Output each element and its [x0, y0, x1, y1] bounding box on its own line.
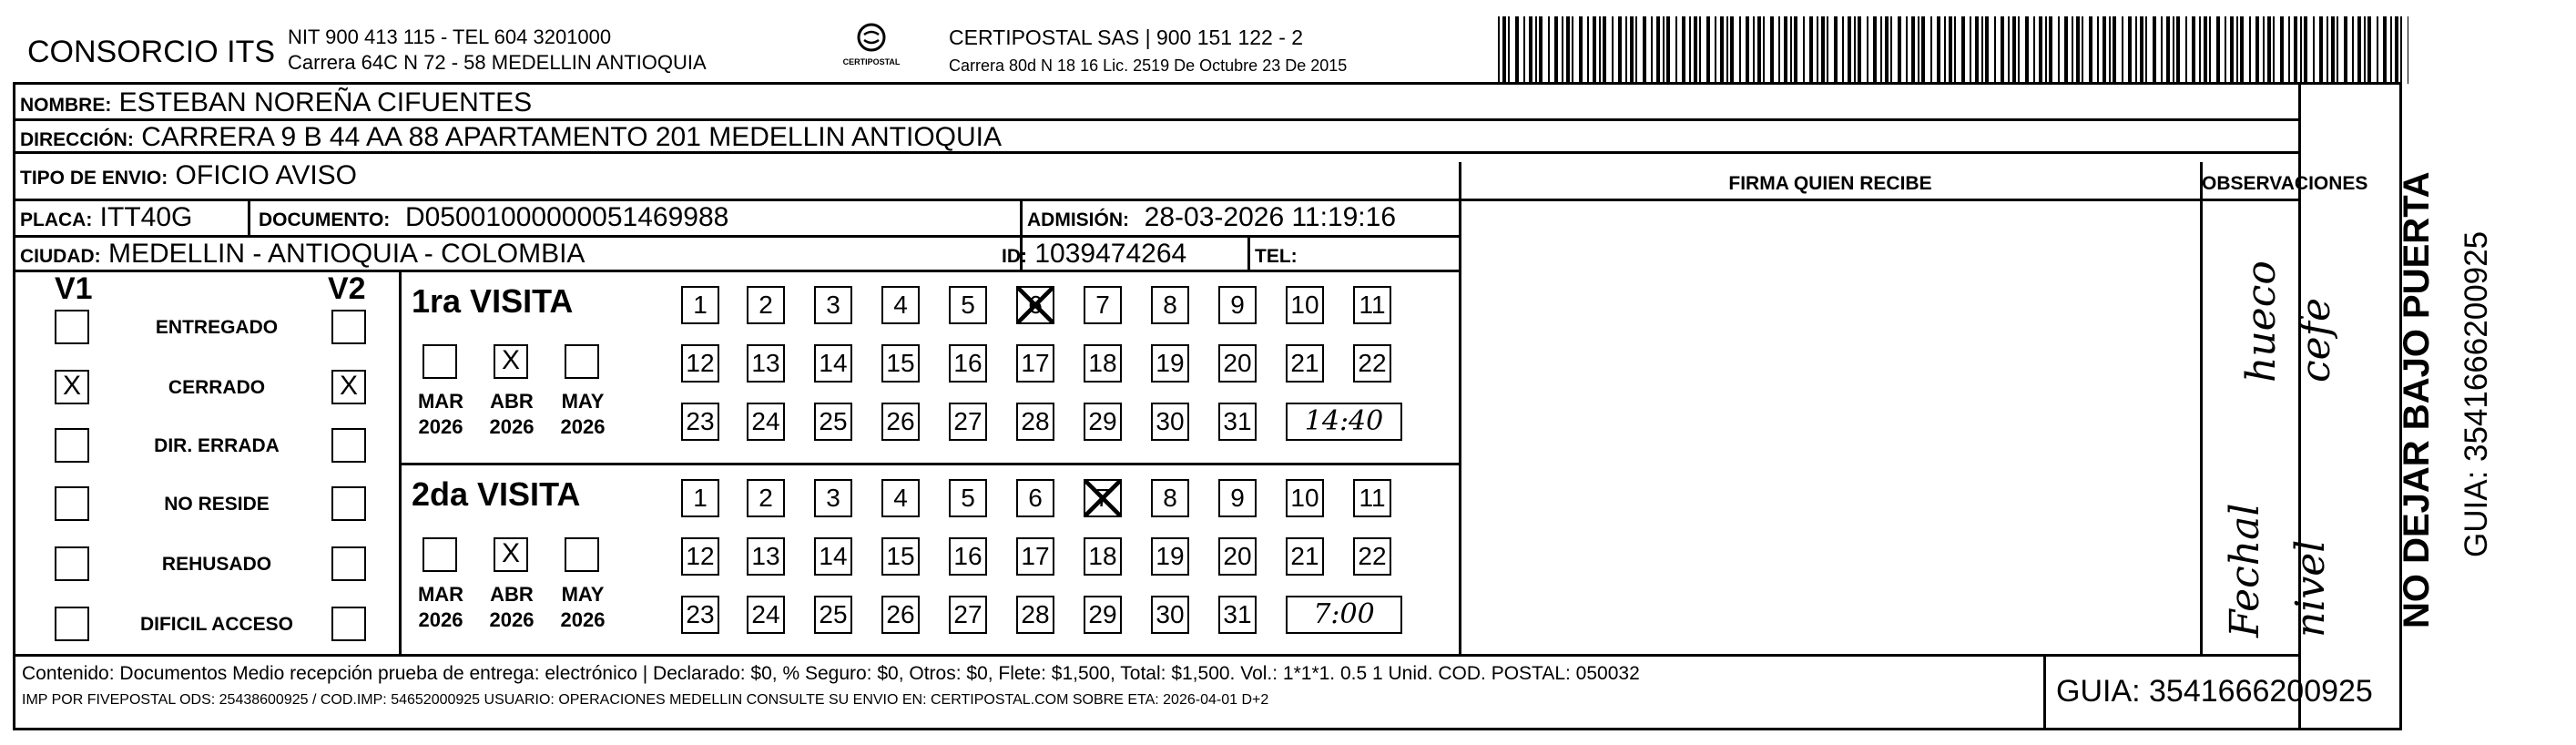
day-box[interactable]: 24 — [747, 596, 785, 634]
month-checkbox[interactable] — [565, 537, 599, 572]
barcode-bar — [2337, 16, 2338, 84]
barcode-bar — [2122, 16, 2123, 84]
signature-area[interactable] — [1461, 200, 2200, 652]
handwriting-4: cefe — [2293, 297, 2339, 383]
barcode-bar — [1625, 16, 1627, 84]
barcode-bar — [1739, 16, 1741, 84]
barcode-bar — [2076, 16, 2080, 84]
month-year: 2026 — [489, 608, 535, 631]
barcode-bar — [2273, 16, 2275, 84]
day-box[interactable]: 23 — [681, 596, 719, 634]
v1-checkbox[interactable]: X — [55, 370, 89, 404]
v2-checkbox[interactable] — [331, 486, 366, 521]
barcode-bar — [2153, 16, 2156, 84]
barcode-bar — [1651, 16, 1653, 84]
barcode-bar — [1612, 16, 1614, 84]
barcode-bar — [2209, 16, 2211, 84]
barcode-bar — [2236, 16, 2238, 84]
barcode-bar — [1515, 16, 1519, 84]
month-name: MAY — [561, 583, 605, 606]
nombre-value: ESTEBAN NOREÑA CIFUENTES — [118, 87, 533, 117]
day-box[interactable]: 27 — [949, 403, 987, 441]
barcode-bar — [1682, 16, 1685, 84]
direccion-value: CARRERA 9 B 44 AA 88 APARTAMENTO 201 MEDELLIN ANTIOQUIA — [141, 122, 1002, 152]
barcode-bar — [1663, 16, 1665, 84]
logo-text: CERTIPOSTAL — [842, 57, 901, 66]
barcode-bar — [2280, 16, 2284, 84]
barcode-bar — [2185, 16, 2187, 84]
v2-checkbox[interactable]: X — [331, 370, 366, 404]
barcode-bar — [1921, 16, 1925, 84]
barcode-bar — [1675, 16, 1677, 84]
barcode-bar — [1720, 16, 1724, 84]
day-box[interactable]: 25 — [814, 596, 852, 634]
day-box[interactable]: 14 — [814, 537, 852, 576]
month-year: 2026 — [560, 608, 606, 631]
barcode-bar — [1842, 16, 1844, 84]
day-box[interactable]: 28 — [1016, 596, 1054, 634]
barcode-bar — [2176, 16, 2180, 84]
placa-label: PLACA: — [20, 209, 93, 230]
v1-checkbox[interactable] — [55, 546, 89, 581]
barcode-bar — [1827, 16, 1828, 84]
side-guia: GUIA: 3541666200925 — [2459, 230, 2494, 557]
visit-title: 1ra VISITA — [412, 282, 574, 320]
day-box[interactable]: 28 — [1016, 403, 1054, 441]
barcode-bar — [2230, 16, 2234, 84]
footer-impresion: IMP POR FIVEPOSTAL ODS: 25438600925 / COD.IMP: 54652000925 USUARIO: OPERACIONES MEDELLIN CONSULTE SU ENVIO EN: CERTIPOSTAL.COM SOBRE ETA: 2026-04-01 D+2 — [22, 692, 1269, 708]
month-year: 2026 — [489, 415, 535, 438]
barcode-bar — [2400, 16, 2402, 84]
status-label: DIR. ERRADA — [154, 435, 280, 456]
barcode-bar — [1554, 16, 1558, 84]
month-name: ABR — [490, 390, 534, 413]
barcode-bar — [1579, 16, 1583, 84]
barcode-bar — [2319, 16, 2323, 84]
barcode-bar — [1821, 16, 1825, 84]
day-box[interactable]: 3 — [814, 479, 852, 517]
barcode-bar — [1794, 16, 1797, 84]
barcode-bar — [1944, 16, 1946, 84]
barcode-bar — [1730, 16, 1734, 84]
id-label: ID: — [1002, 246, 1027, 267]
admision-value: 28-03-2026 11:19:16 — [1144, 202, 1397, 232]
placa-value: ITT40G — [99, 202, 193, 232]
barcode-bar — [2199, 16, 2201, 84]
day-box[interactable]: 15 — [881, 537, 920, 576]
day-box[interactable]: 26 — [881, 403, 920, 441]
v2-checkbox[interactable] — [331, 607, 366, 641]
barcode-bar — [2304, 16, 2307, 84]
handwriting-3: nivel — [2287, 539, 2334, 638]
barcode-bar — [1666, 16, 1670, 84]
barcode-bar — [2145, 16, 2147, 84]
barcode-bar — [1809, 16, 1813, 84]
barcode-bar — [1848, 16, 1851, 84]
day-box[interactable]: 14 — [814, 344, 852, 383]
barcode-bar — [2357, 16, 2361, 84]
barcode-bar — [1753, 16, 1755, 84]
nombre-label: NOMBRE: — [20, 95, 112, 116]
documento-label: DOCUMENTO: — [259, 209, 391, 230]
barcode-bar — [2327, 16, 2328, 84]
barcode-bar — [1994, 16, 1996, 84]
tel-row — [1255, 239, 1298, 270]
barcode-bar — [2216, 16, 2220, 84]
day-box[interactable]: 18 — [1084, 344, 1122, 383]
tel-label: TEL: — [1255, 246, 1298, 267]
barcode-bar — [1906, 16, 1908, 84]
barcode-bar — [2204, 16, 2207, 84]
side-notice: NO DEJAR BAJO PUERTA — [2397, 171, 2437, 628]
month-year: 2026 — [560, 415, 606, 438]
day-box[interactable]: 22 — [1353, 537, 1391, 576]
barcode-bar — [1937, 16, 1940, 84]
barcode-bar — [1854, 16, 1856, 84]
barcode-bar — [2018, 16, 2020, 84]
barcode-bar — [2103, 16, 2106, 84]
company-nit-tel: NIT 900 413 115 - TEL 604 3201000 — [288, 26, 612, 48]
barcode-bar — [1898, 16, 1901, 84]
barcode-bar — [2161, 16, 2163, 84]
status-label: DIFICIL ACCESO — [139, 614, 293, 635]
day-box[interactable]: 20 — [1218, 537, 1257, 576]
day-box[interactable]: 11 — [1353, 479, 1391, 517]
barcode-bar — [2255, 16, 2259, 84]
carrier-line1: CERTIPOSTAL SAS | 900 151 122 - 2 — [949, 26, 1304, 49]
barcode-bar — [1981, 16, 1983, 84]
barcode-bar — [2263, 16, 2265, 84]
day-box[interactable]: 17 — [1016, 537, 1054, 576]
barcode-bar — [2192, 16, 2195, 84]
barcode-bar — [1757, 16, 1761, 84]
barcode-bar — [1911, 16, 1915, 84]
month-checkbox[interactable]: X — [494, 537, 528, 572]
day-box[interactable]: 13 — [747, 344, 785, 383]
barcode-bar — [1746, 16, 1749, 84]
barcode-bar — [1508, 16, 1510, 84]
barcode-bar — [1572, 16, 1573, 84]
day-box[interactable]: 10 — [1286, 479, 1324, 517]
barcode-bar — [2364, 16, 2366, 84]
day-box[interactable]: 6 — [1016, 479, 1054, 517]
barcode-bar — [1930, 16, 1932, 84]
barcode-bar — [2109, 16, 2111, 84]
logo-icon — [856, 22, 887, 53]
month-checkbox[interactable] — [423, 344, 457, 379]
month-name: ABR — [490, 583, 534, 606]
day-box[interactable]: 16 — [949, 344, 987, 383]
day-box[interactable]: 13 — [747, 537, 785, 576]
barcode-bar — [2097, 16, 2099, 84]
certipostal-logo — [830, 22, 912, 66]
barcode-bar — [2113, 16, 2116, 84]
barcode-bar — [1726, 16, 1728, 84]
barcode-bar — [2377, 16, 2378, 84]
barcode-bar — [1548, 16, 1550, 84]
day-box[interactable]: 1 — [681, 479, 719, 517]
day-box[interactable]: 29 — [1084, 596, 1122, 634]
day-box[interactable]: 23 — [681, 403, 719, 441]
v1-checkbox[interactable] — [55, 486, 89, 521]
day-box[interactable]: 8 — [1151, 479, 1189, 517]
barcode-bar — [2352, 16, 2354, 84]
day-box[interactable]: 31 — [1218, 403, 1257, 441]
admision-label: ADMISIÓN: — [1027, 209, 1129, 230]
status-label: NO RESIDE — [164, 494, 270, 515]
barcode-bar — [1502, 16, 1506, 84]
day-box[interactable]: 2 — [747, 479, 785, 517]
day-box[interactable]: 2 — [747, 286, 785, 324]
v2-label: V2 — [328, 271, 366, 306]
ciudad-row — [20, 239, 585, 270]
day-box[interactable]: 8 — [1151, 286, 1189, 324]
footer-guia: GUIA: 3541666200925 — [2056, 674, 2373, 709]
barcode-bar — [2058, 16, 2060, 84]
barcode-bar — [1961, 16, 1965, 84]
barcode-bar — [1618, 16, 1622, 84]
barcode-bar — [1587, 16, 1589, 84]
day-box[interactable]: 11 — [1353, 286, 1391, 324]
direccion-row — [20, 122, 1002, 153]
tipo-value: OFICIO AVISO — [175, 160, 358, 190]
barcode-bar — [1880, 16, 1882, 84]
day-box[interactable]: 21 — [1286, 537, 1324, 576]
v2-checkbox[interactable] — [331, 546, 366, 581]
month-checkbox[interactable]: X — [494, 344, 528, 379]
barcode-bar — [1763, 16, 1765, 84]
month-name: MAR — [417, 583, 464, 606]
barcode-bar — [2033, 16, 2035, 84]
day-box[interactable]: 4 — [881, 286, 920, 324]
company-address: Carrera 64C N 72 - 58 MEDELLIN ANTIOQUIA — [288, 51, 707, 74]
barcode-bar — [2294, 16, 2297, 84]
barcode-bar — [2140, 16, 2143, 84]
month-year: 2026 — [418, 415, 463, 438]
day-box[interactable]: 19 — [1151, 537, 1189, 576]
barcode-bar — [1566, 16, 1570, 84]
barcode-bar — [1949, 16, 1952, 84]
day-box[interactable]: 5 — [949, 286, 987, 324]
day-box[interactable]: 12 — [681, 344, 719, 383]
day-box[interactable]: 3 — [814, 286, 852, 324]
barcode-bar — [1523, 16, 1525, 84]
day-box[interactable]: 15 — [881, 344, 920, 383]
barcode-bar — [2089, 16, 2092, 84]
barcode-bar — [1873, 16, 1877, 84]
v1-checkbox[interactable] — [55, 428, 89, 463]
barcode — [1498, 16, 2408, 84]
tipo-row — [20, 160, 357, 191]
day-box[interactable]: 7 — [1084, 479, 1122, 517]
handwriting-2: hueco — [2238, 260, 2285, 383]
barcode-bar — [2225, 16, 2226, 84]
documento-row — [259, 202, 728, 233]
v2-checkbox[interactable] — [331, 310, 366, 344]
tipo-label: TIPO DE ENVIO: — [20, 168, 168, 189]
status-label: ENTREGADO — [155, 317, 279, 338]
barcode-bar — [1603, 16, 1606, 84]
carrier-line2: Carrera 80d N 18 16 Lic. 2519 De Octubre 23 De 2015 — [949, 56, 1348, 75]
day-box[interactable]: 16 — [949, 537, 987, 576]
barcode-bar — [2344, 16, 2347, 84]
barcode-bar — [2390, 16, 2392, 84]
barcode-bar — [2383, 16, 2387, 84]
barcode-bar — [1656, 16, 1660, 84]
day-box[interactable]: 9 — [1218, 286, 1257, 324]
barcode-bar — [1689, 16, 1691, 84]
month-name: MAY — [561, 390, 605, 413]
barcode-bar — [1803, 16, 1805, 84]
day-box[interactable]: 6 — [1016, 286, 1054, 324]
barcode-bar — [1699, 16, 1701, 84]
day-box[interactable]: 18 — [1084, 537, 1122, 576]
barcode-bar — [2331, 16, 2335, 84]
v2-checkbox[interactable] — [331, 428, 366, 463]
barcode-bar — [2249, 16, 2251, 84]
visit-time[interactable]: 7:00 — [1286, 596, 1402, 634]
barcode-bar — [1784, 16, 1787, 84]
day-box[interactable]: 7 — [1084, 286, 1122, 324]
barcode-bar — [2166, 16, 2170, 84]
barcode-bar — [1985, 16, 1989, 84]
v1-checkbox[interactable] — [55, 310, 89, 344]
barcode-bar — [2313, 16, 2315, 84]
month-name: MAR — [417, 390, 464, 413]
barcode-bar — [1885, 16, 1889, 84]
ciudad-value: MEDELLIN - ANTIOQUIA - COLOMBIA — [108, 239, 585, 269]
barcode-bar — [1562, 16, 1563, 84]
day-box[interactable]: 5 — [949, 479, 987, 517]
day-box[interactable]: 24 — [747, 403, 785, 441]
direccion-label: DIRECCIÓN: — [20, 129, 134, 150]
day-box[interactable]: 30 — [1151, 403, 1189, 441]
day-box[interactable]: 25 — [814, 403, 852, 441]
firma-label: FIRMA QUIEN RECIBE — [1728, 173, 1932, 194]
barcode-bar — [1535, 16, 1537, 84]
barcode-bar — [2135, 16, 2137, 84]
id-value: 1039474264 — [1034, 239, 1187, 269]
barcode-bar — [1715, 16, 1716, 84]
day-box[interactable]: 17 — [1016, 344, 1054, 383]
barcode-bar — [2395, 16, 2398, 84]
barcode-bar — [1635, 16, 1637, 84]
id-row — [1002, 239, 1186, 270]
day-box[interactable]: 1 — [681, 286, 719, 324]
day-box[interactable]: 19 — [1151, 344, 1189, 383]
day-box[interactable]: 29 — [1084, 403, 1122, 441]
month-checkbox[interactable] — [565, 344, 599, 379]
barcode-bar — [1593, 16, 1596, 84]
admision-row — [1027, 202, 1396, 233]
barcode-bar — [2082, 16, 2083, 84]
company-name: CONSORCIO ITS — [27, 35, 276, 69]
barcode-bar — [1867, 16, 1868, 84]
barcode-bar — [2049, 16, 2052, 84]
barcode-bar — [1706, 16, 1710, 84]
month-checkbox[interactable] — [423, 537, 457, 572]
day-box[interactable]: 21 — [1286, 344, 1324, 383]
barcode-bar — [2008, 16, 2010, 84]
barcode-bar — [2240, 16, 2244, 84]
barcode-bar — [2300, 16, 2302, 84]
barcode-bar — [1858, 16, 1861, 84]
barcode-bar — [2267, 16, 2271, 84]
barcode-bar — [1770, 16, 1774, 84]
barcode-bar — [1918, 16, 1919, 84]
status-label: REHUSADO — [161, 554, 272, 575]
barcode-bar — [1599, 16, 1601, 84]
day-box[interactable]: 31 — [1218, 596, 1257, 634]
barcode-bar — [1834, 16, 1838, 84]
barcode-bar — [2288, 16, 2290, 84]
ciudad-label: CIUDAD: — [20, 246, 101, 267]
barcode-bar — [1529, 16, 1532, 84]
status-label: CERRADO — [168, 377, 266, 398]
barcode-bar — [1694, 16, 1697, 84]
barcode-bar — [1975, 16, 1979, 84]
barcode-bar — [1970, 16, 1971, 84]
footer-contenido: Contenido: Documentos Medio recepción prueba de entrega: electrónico | Declarado: $0, % Seguro: $0, Otros: $0, Flete: $1,500, Total: $1,500. Vol.: 1*1*1. 0.5 1 Unid. COD. POSTAL: 050032 — [22, 663, 1640, 684]
documento-value: D05001000000051469988 — [404, 202, 729, 232]
barcode-bar — [1643, 16, 1646, 84]
barcode-bar — [2001, 16, 2004, 84]
v1-label: V1 — [55, 271, 93, 306]
barcode-bar — [1954, 16, 1956, 84]
visit-title: 2da VISITA — [412, 475, 581, 513]
handwriting-1: Fechal — [2222, 503, 2268, 638]
day-box[interactable]: 10 — [1286, 286, 1324, 324]
day-box[interactable]: 4 — [881, 479, 920, 517]
month-year: 2026 — [418, 608, 463, 631]
barcode-bar — [1778, 16, 1780, 84]
day-box[interactable]: 26 — [881, 596, 920, 634]
barcode-bar — [2367, 16, 2371, 84]
barcode-bar — [1790, 16, 1792, 84]
day-box[interactable]: 12 — [681, 537, 719, 576]
barcode-bar — [2173, 16, 2174, 84]
barcode-bar — [2064, 16, 2068, 84]
visit-time[interactable]: 14:40 — [1286, 403, 1402, 441]
day-box[interactable]: 22 — [1353, 344, 1391, 383]
day-box[interactable]: 27 — [949, 596, 987, 634]
observaciones-label: OBSERVACIONES — [2202, 173, 2368, 194]
v1-checkbox[interactable] — [55, 607, 89, 641]
day-box[interactable]: 30 — [1151, 596, 1189, 634]
barcode-bar — [1890, 16, 1892, 84]
barcode-bar — [2128, 16, 2132, 84]
barcode-bar — [2072, 16, 2073, 84]
barcode-bar — [1539, 16, 1543, 84]
barcode-bar — [2039, 16, 2042, 84]
day-box[interactable]: 9 — [1218, 479, 1257, 517]
barcode-bar — [1498, 16, 1500, 84]
nombre-row — [20, 87, 532, 118]
barcode-bar — [2045, 16, 2047, 84]
barcode-bar — [2012, 16, 2016, 84]
placa-row — [20, 202, 192, 233]
barcode-bar — [1630, 16, 1634, 84]
barcode-bar — [2025, 16, 2029, 84]
day-box[interactable]: 20 — [1218, 344, 1257, 383]
barcode-bar — [1817, 16, 1818, 84]
